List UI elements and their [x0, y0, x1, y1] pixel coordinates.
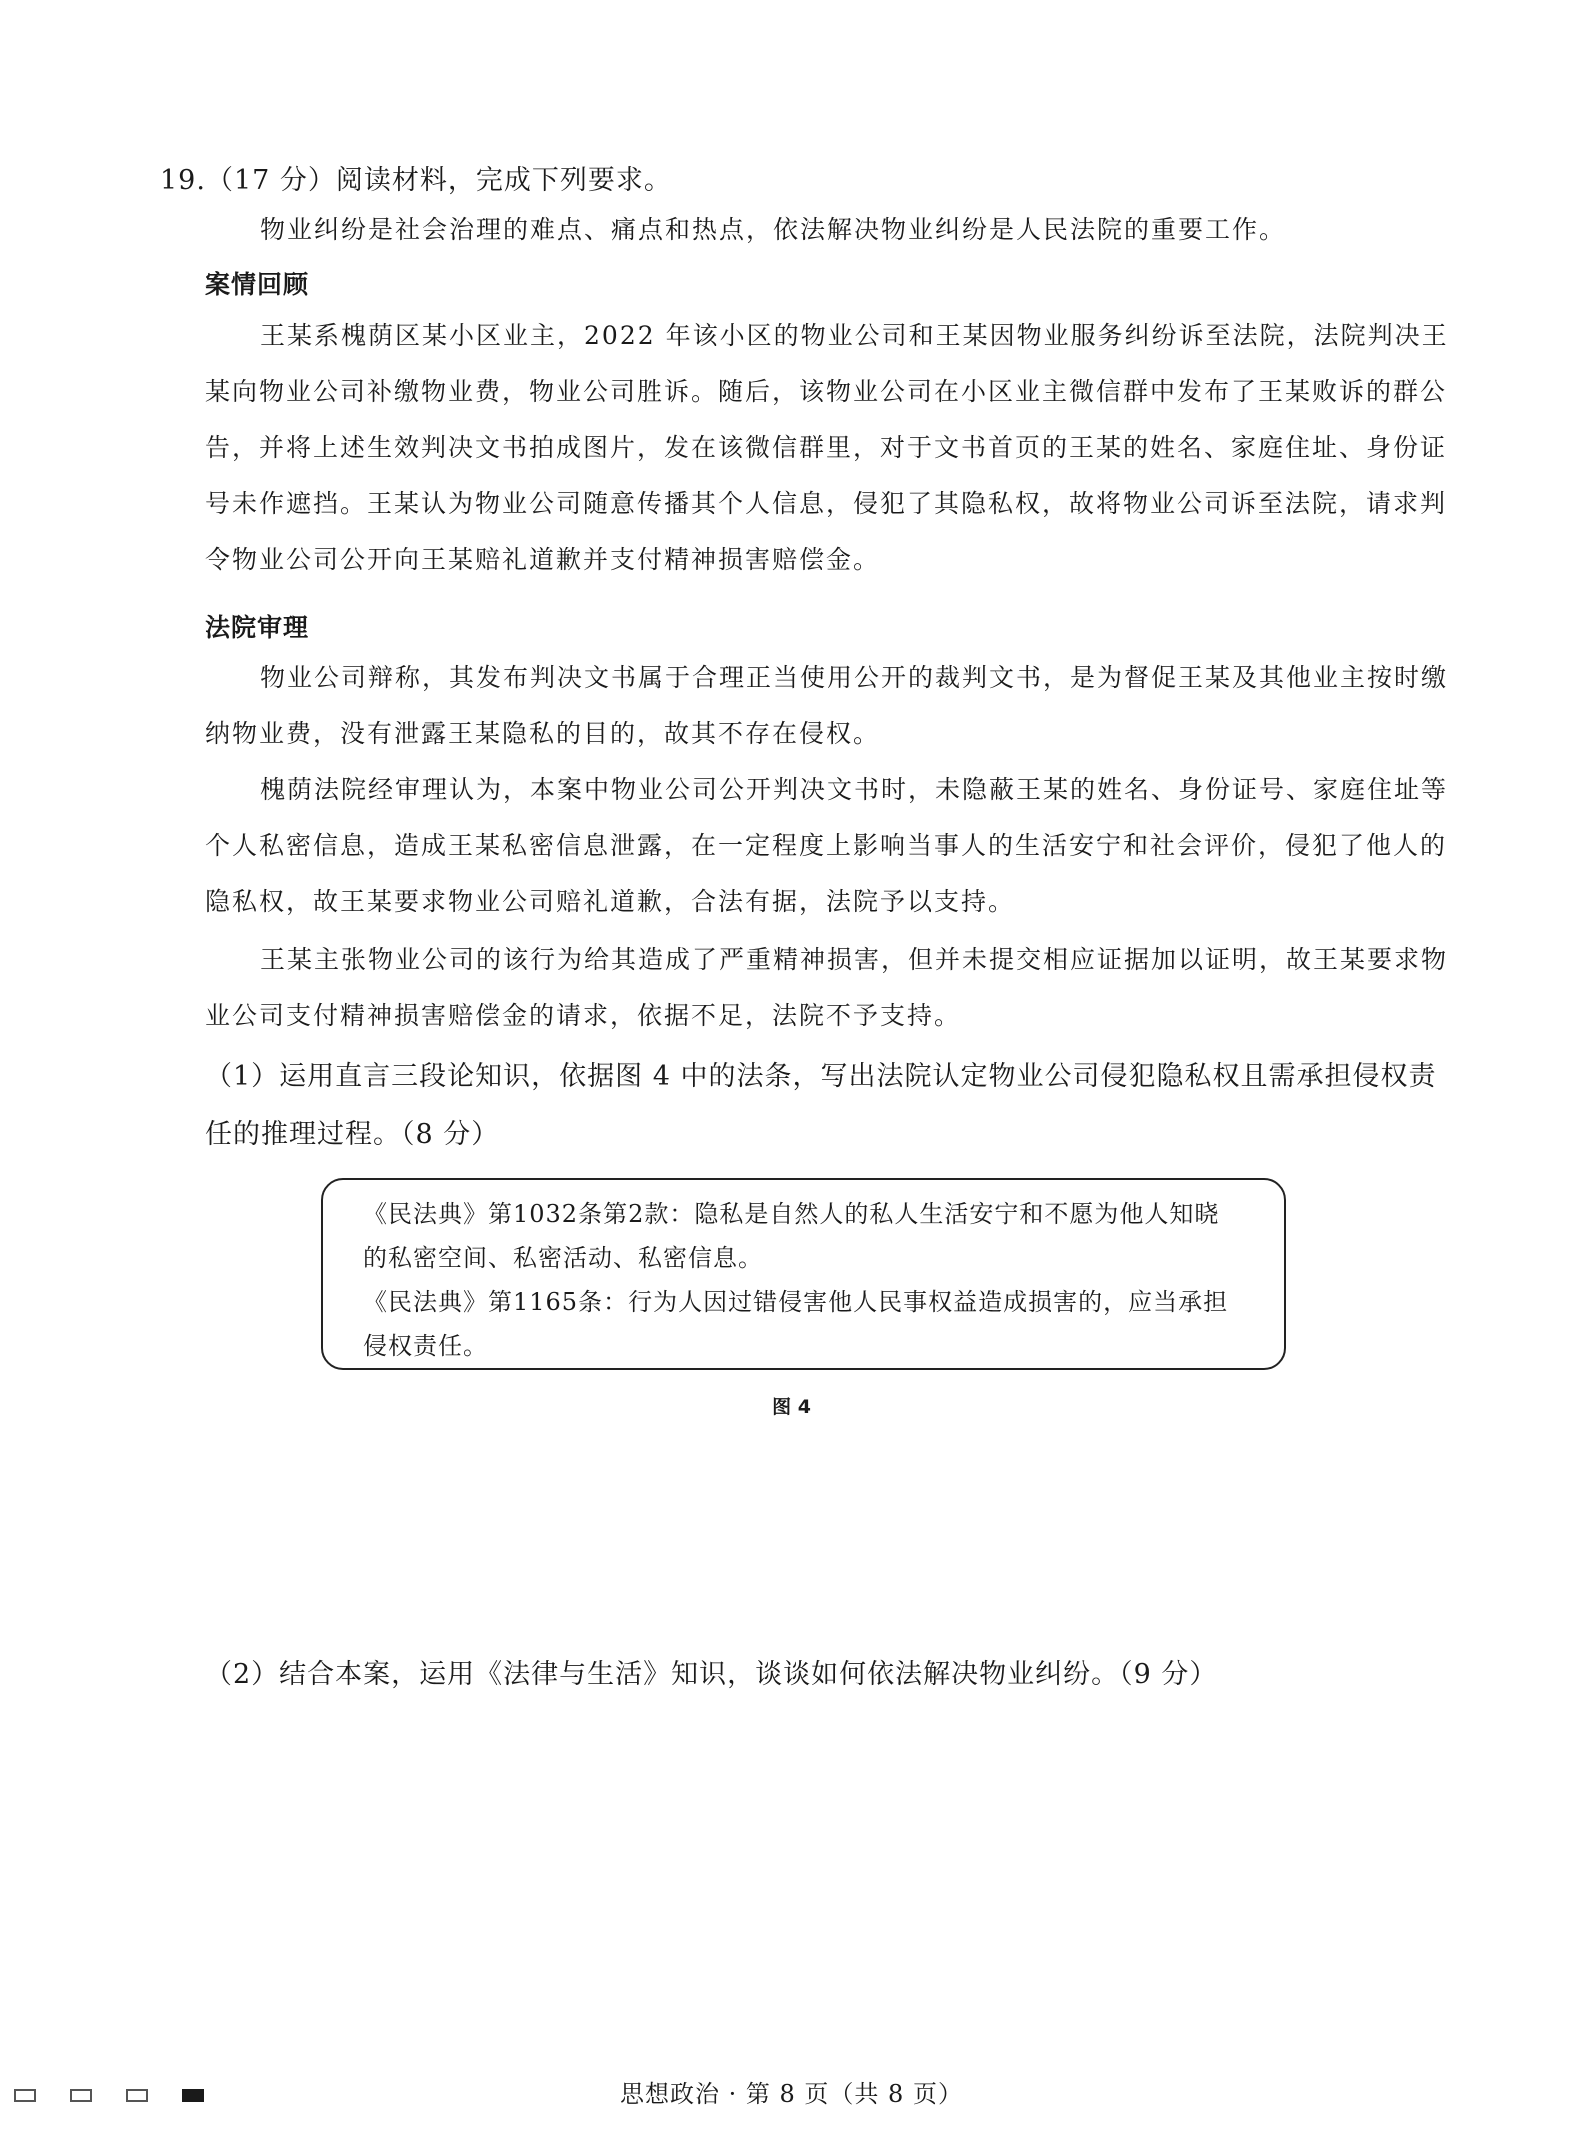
figure-caption: 图 4 — [772, 1396, 811, 1418]
court-ruling-paragraph: 槐荫法院经审理认为，本案中物业公司公开判决文书时，未隐蔽王某的姓名、身份证号、家庭住址等个人私密信息，造成王某私密信息泄露，在一定程度上影响当事人的生活安宁和社会评价，侵犯了他人的隐私权，故王某要求物业公司赔礼道歉，合法有据，法院予以支持。 — [205, 775, 1449, 916]
case-review-text: 王某系槐荫区某小区业主，2022 年该小区的物业公司和王某因物业服务纠纷诉至法院，法院判决王某向物业公司补缴物业费，物业公司胜诉。随后，该物业公司在小区业主微信群中发布了王某败诉的群公告，并将上述生效判决文书拍成图片，发在该微信群里，对于文书首页的王某的姓名、家庭住址、身份证号未作遮挡。王某认为物业公司随意传播其个人信息，侵犯了其隐私权，故将物业公司诉至法院，请求判令物业公司公开向王某赔礼道歉并支付精神损害赔偿金。 — [205, 321, 1449, 574]
question-heading: 19.（17 分）阅读材料，完成下列要求。 — [160, 165, 672, 196]
law-article-1032: 《民法典》第1032条第2款：隐私是自然人的私人生活安宁和不愿为他人知晓的私密空间、私密活动、私密信息。 — [363, 1200, 1220, 1272]
law-article-1165: 《民法典》第1165条：行为人因过错侵害他人民事权益造成损害的，应当承担侵权责任。 — [363, 1288, 1229, 1360]
sub-question-1: （1）运用直言三段论知识，依据图 4 中的法条，写出法院认定物业公司侵犯隐私权且需承担侵权责任的推理过程。（8 分） — [205, 1061, 1437, 1150]
case-review-heading: 案情回顾 — [205, 270, 310, 299]
court-defense-paragraph: 物业公司辩称，其发布判决文书属于合理正当使用公开的裁判文书，是为督促王某及其他业主按时缴纳物业费，没有泄露王某隐私的目的，故其不存在侵权。 — [205, 663, 1449, 748]
question-intro: 物业纠纷是社会治理的难点、痛点和热点，依法解决物业纠纷是人民法院的重要工作。 — [260, 215, 1287, 244]
page-footer: 思想政治 · 第 8 页（共 8 页） — [620, 2080, 963, 2108]
sub-question-2: （2）结合本案，运用《法律与生活》知识，谈谈如何依法解决物业纠纷。（9 分） — [205, 1659, 1218, 1690]
court-damages-paragraph: 王某主张物业公司的该行为给其造成了严重精神损害，但并未提交相应证据加以证明，故王某要求物业公司支付精神损害赔偿金的请求，依据不足，法院不予支持。 — [205, 945, 1449, 1030]
law-articles-box — [321, 1178, 1286, 1370]
court-trial-heading: 法院审理 — [205, 613, 310, 642]
